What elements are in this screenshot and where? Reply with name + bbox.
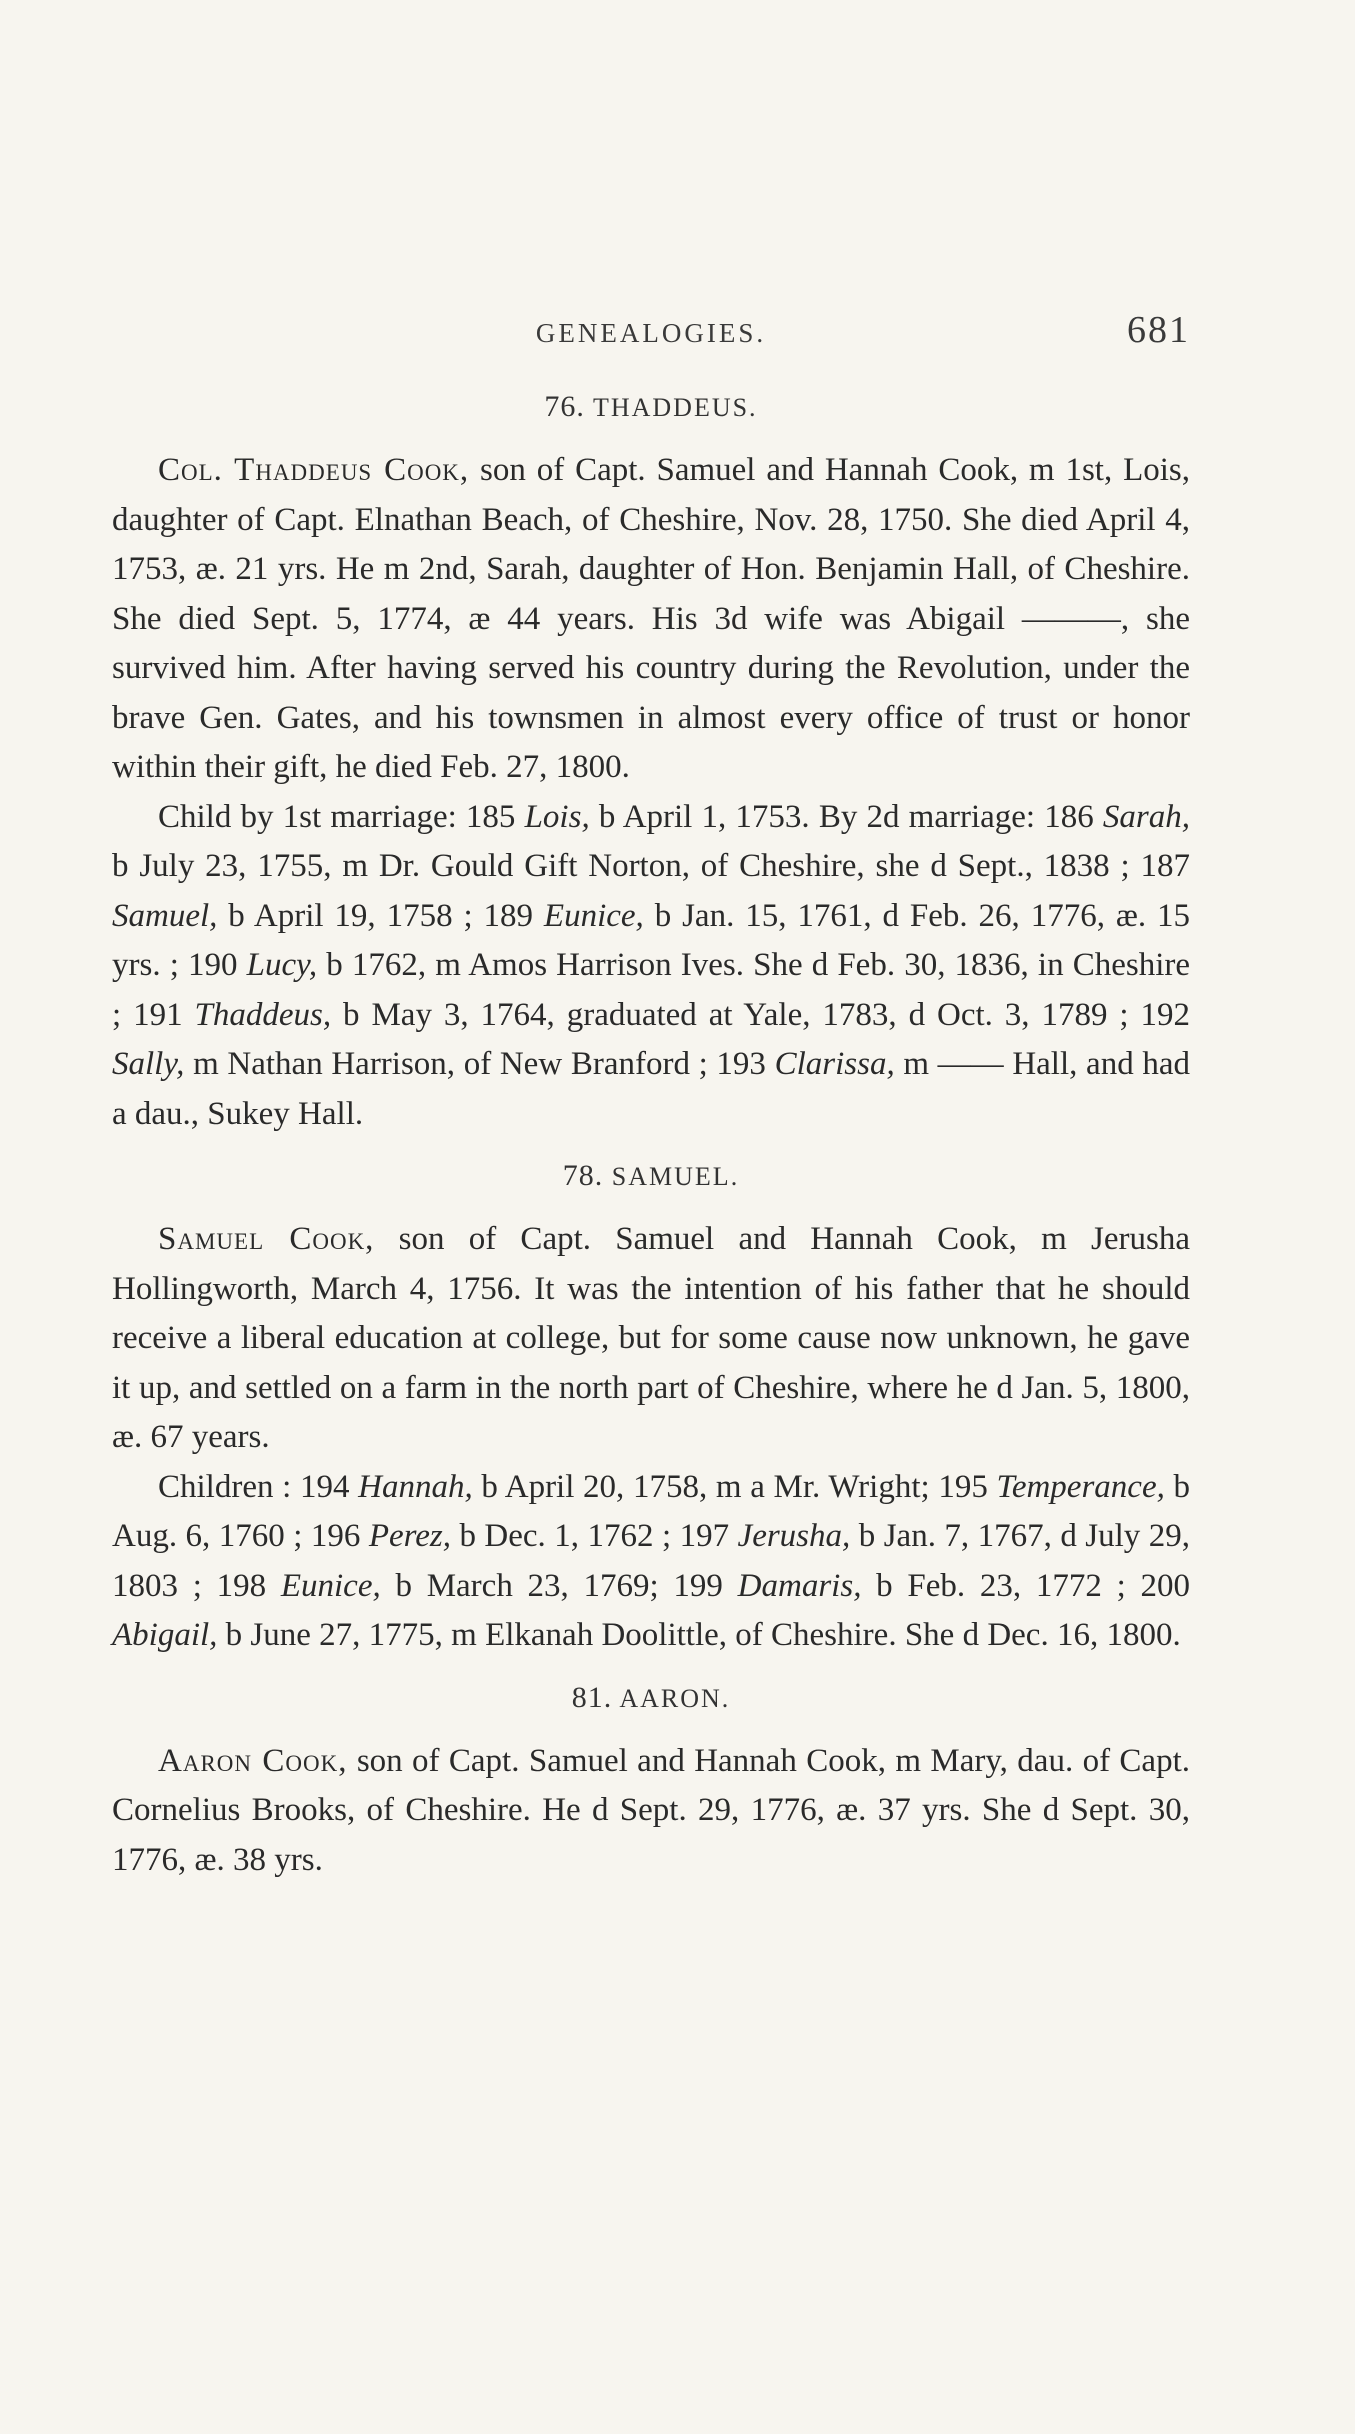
biography-text: son of Capt. Samuel and Hannah Cook, m Mary, dau. of Capt. Cornelius Brooks, of Cheshire. He d Sept. 29, 1776, æ. 37 yrs. She d Sept. 30, 1776, æ. 38 yrs. [112,1742,1190,1878]
running-head [112,300,1190,370]
subject-name: Aaron Cook, [158,1742,348,1779]
children-text: m —— Hall, and had a dau., Sukey Hall. [112,1046,1190,1132]
children-text: Child by 1st marriage: 185 [158,798,525,835]
section-title: SAMUEL. [611,1162,740,1191]
section-heading-thaddeus [112,390,1190,424]
children-text: b July 23, 1755, m Dr. Gould Gift Norton, of Cheshire, she d Sept., 1838 ; 187 [112,848,1190,884]
children-text: b Jan. 7, 1767, d July 29, 1803 ; 198 [112,1518,1191,1604]
children-text: b April 19, 1758 ; 189 [217,897,544,934]
biography-paragraph [112,446,1190,793]
child-name: Clarissa, [774,1046,895,1082]
section-title: THADDEUS. [592,393,758,422]
child-name: Damaris, [737,1567,862,1604]
children-paragraph [112,793,1190,1140]
child-name: Sally, [112,1046,185,1082]
children-text: b April 20, 1758, m a Mr. Wright; 195 [472,1468,997,1505]
child-name: Thaddeus, [194,996,332,1033]
children-text: b Dec. 1, 1762 ; 197 [451,1518,738,1554]
biography-text: son of Capt. Samuel and Hannah Cook, m Jerusha Hollingworth, March 4, 1756. It was the intention of his father that he should receive a liberal education at college, but for some cause now unknown, he gave it up, and settled on a farm in the north part of Cheshire, where he d Jan. 5, 1800, æ. 67 years. [112,1221,1190,1455]
child-name: Eunice, [543,897,644,934]
children-text: b Jan. 15, 1761, d Feb. 26, 1776, æ. 15 yrs. ; 190 [112,897,1190,983]
children-text: b 1762, m Amos Harrison Ives. She d Feb. 30, 1836, in Cheshire ; 191 [112,947,1191,1033]
children-text: m Nathan Harrison, of New Branford ; 193 [184,1046,775,1082]
child-name: Sarah, [1102,798,1190,835]
subject-name: Samuel Cook, [158,1221,375,1257]
section-number: 76. [544,390,585,423]
child-name: Abigail, [112,1617,218,1653]
section-heading-aaron [112,1681,1190,1715]
children-text: b May 3, 1764, graduated at Yale, 1783, d Oct. 3, 1789 ; 192 [331,996,1190,1033]
child-name: Eunice, [280,1567,381,1604]
child-name: Hannah, [358,1468,473,1505]
biography-paragraph [112,1737,1190,1886]
children-text: b Aug. 6, 1760 ; 196 [112,1468,1191,1554]
child-name: Jerusha, [737,1518,851,1554]
child-name: Perez, [368,1518,451,1554]
subject-name: Col. Thaddeus Cook, [158,452,470,488]
section-number: 81. [571,1680,613,1714]
child-name: Lois, [524,798,590,835]
child-name: Samuel, [112,897,218,934]
biography-paragraph [112,1215,1190,1463]
children-text: b Feb. 23, 1772 ; 200 [861,1567,1191,1604]
children-text: b April 1, 1753. By 2d marriage: 186 [589,798,1103,835]
child-name: Temperance, [996,1468,1165,1505]
page-number: 681 [1127,309,1190,351]
children-text: b June 27, 1775, m Elkanah Doolittle, of Cheshire. She d Dec. 16, 1800. [217,1617,1181,1653]
biography-text: son of Capt. Samuel and Hannah Cook, m 1st, Lois, daughter of Capt. Elnathan Beach, of Cheshire, Nov. 28, 1750. She died April 4, 1753, æ. 21 yrs. He m 2nd, Sarah, daughter of Hon. Benjamin Hall, of Cheshire. She died Sept. 5, 1774, æ 44 years. His 3d wife was Abigail ———, she survived him. After having served his country during the Revolution, under the brave Gen. Gates, and his townsmen in almost every office of trust or honor within their gift, he died Feb. 27, 1800. [112,452,1190,785]
child-name: Lucy, [246,947,318,983]
section-heading-samuel [112,1159,1190,1193]
section-number: 78. [562,1159,604,1192]
running-title: GENEALOGIES. [535,318,767,348]
children-text: b March 23, 1769; 199 [380,1567,738,1604]
book-page [112,300,1190,1885]
children-paragraph [112,1463,1190,1661]
children-text: Children : 194 [158,1468,359,1505]
section-title: AARON. [619,1683,731,1713]
